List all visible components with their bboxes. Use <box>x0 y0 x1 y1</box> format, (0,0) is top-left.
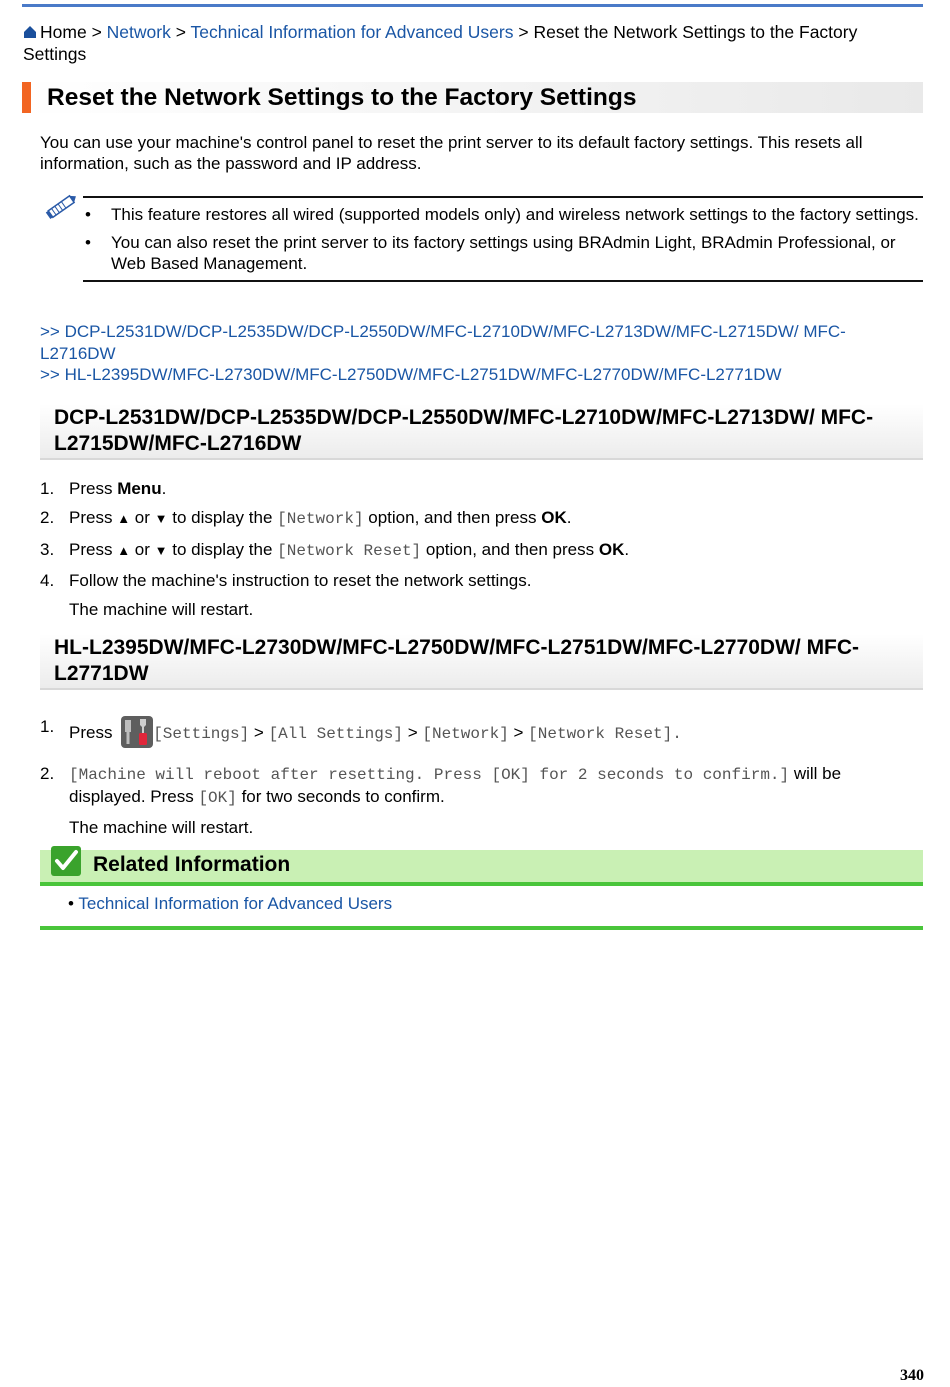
lcd-option: [Network Reset] <box>528 725 673 743</box>
step-text: Press <box>69 723 118 742</box>
model-link-dcp[interactable]: >> DCP-L2531DW/DCP-L2535DW/DCP-L2550DW/MFC-L2710DW/MFC-L2713DW/MFC-L2715DW/ MFC-L2716DW <box>40 322 846 363</box>
note-text: This feature restores all wired (supported models only) and wireless network settings to the factory settings. <box>111 205 919 224</box>
note-item <box>83 204 923 225</box>
step-text: option, and then press <box>421 540 599 559</box>
step-text: . <box>566 508 572 527</box>
down-arrow-icon: ▼ <box>154 543 168 558</box>
page-title: Reset the Network Settings to the Factory Settings <box>47 84 637 111</box>
step-text: > <box>508 723 529 742</box>
section1-heading-bar <box>40 404 923 460</box>
breadcrumb-network-link[interactable]: Network <box>106 22 171 42</box>
lcd-option: [All Settings] <box>268 725 403 743</box>
step-text: > <box>403 723 423 742</box>
step-number: 3. <box>40 540 55 559</box>
bullet: • <box>85 233 91 252</box>
step-result <box>40 817 920 838</box>
breadcrumb-separator: > <box>518 22 529 42</box>
related-info-title: Related Information <box>93 853 291 876</box>
section1-steps <box>40 478 920 620</box>
step-number: 1. <box>40 479 55 498</box>
lcd-option: [Network] <box>422 725 509 743</box>
section2-heading-bar <box>40 634 923 690</box>
lcd-option: [OK] <box>198 789 237 807</box>
section2-steps <box>40 716 920 838</box>
lcd-option: [Settings] <box>153 725 250 743</box>
result-text: The machine will restart. <box>69 600 254 619</box>
step-text: or <box>130 508 155 527</box>
bullet: • <box>85 205 91 224</box>
lcd-option: [Network] <box>277 510 364 528</box>
intro-paragraph: You can use your machine's control panel to reset the print server to its default factory settings. This resets all information, such as the password and IP address. <box>40 133 863 173</box>
model-link-hl[interactable]: >> HL-L2395DW/MFC-L2730DW/MFC-L2750DW/MFC-L2751DW/MFC-L2770DW/MFC-L2771DW <box>40 365 782 384</box>
breadcrumb-separator: > <box>91 22 102 42</box>
breadcrumb-home[interactable]: Home <box>40 22 87 42</box>
step-text: to display the <box>167 508 278 527</box>
step-text: Press <box>69 508 118 527</box>
section1-heading: DCP-L2531DW/DCP-L2535DW/DCP-L2550DW/MFC-L2710DW/MFC-L2713DW/ MFC-L2715DW/MFC-L2716DW <box>54 406 874 455</box>
step-number: 4. <box>40 571 55 590</box>
step-text: Press <box>69 540 118 559</box>
step-item <box>40 539 920 562</box>
related-info-bottom-rule <box>40 926 923 930</box>
settings-icon <box>121 716 153 748</box>
section2-heading: HL-L2395DW/MFC-L2730DW/MFC-L2750DW/MFC-L2751DW/MFC-L2770DW/ MFC-L2771DW <box>54 636 860 685</box>
bullet: • <box>68 894 74 913</box>
title-accent <box>22 82 31 113</box>
step-text: . <box>672 725 682 743</box>
step-text: . <box>624 540 630 559</box>
breadcrumb-separator: > <box>175 22 186 42</box>
step-item <box>40 478 920 499</box>
step-number: 2. <box>40 508 55 527</box>
top-rule <box>22 4 923 7</box>
checkmark-icon <box>51 846 81 876</box>
up-arrow-icon: ▲ <box>117 543 131 558</box>
related-link-tech[interactable]: Technical Information for Advanced Users <box>78 894 393 913</box>
step-text: Press <box>69 479 118 498</box>
step-item <box>40 716 920 748</box>
step-text: for two seconds to confirm. <box>236 787 445 806</box>
step-text: to display the <box>167 540 278 559</box>
step-text: . <box>161 479 167 498</box>
pencil-note-icon <box>44 188 80 224</box>
related-info-list <box>68 893 392 914</box>
page-number: 340 <box>900 1367 924 1384</box>
note-item <box>83 232 923 274</box>
step-result <box>40 599 920 620</box>
ok-key: OK <box>541 508 567 527</box>
model-links <box>40 321 920 386</box>
note-text: You can also reset the print server to its factory settings using BRAdmin Light, BRAdmin Professional, or Web Based Management. <box>111 233 896 273</box>
lcd-message: [Machine will reboot after resetting. Press [OK] for 2 seconds to confirm.] <box>69 766 790 784</box>
step-text: Follow the machine's instruction to reset the network settings. <box>69 571 532 590</box>
step-item <box>40 763 920 809</box>
note-box <box>83 196 923 282</box>
result-text: The machine will restart. <box>69 818 254 837</box>
menu-key: Menu <box>117 479 162 498</box>
step-item <box>40 507 920 530</box>
step-text: > <box>249 723 269 742</box>
up-arrow-icon: ▲ <box>117 511 131 526</box>
step-text: option, and then press <box>363 508 542 527</box>
step-number: 1. <box>40 717 55 736</box>
step-item <box>40 570 920 591</box>
home-icon <box>23 25 37 39</box>
page-title-bar <box>22 82 923 113</box>
breadcrumb-current: Reset the Network Settings to the Factory Settings <box>23 22 858 64</box>
step-number: 2. <box>40 764 55 783</box>
step-text: or <box>130 540 155 559</box>
related-info-bar <box>40 850 923 886</box>
breadcrumb <box>23 21 923 65</box>
breadcrumb-tech-link[interactable]: Technical Information for Advanced Users <box>190 22 514 42</box>
step-text: will be displayed. Press <box>69 764 842 806</box>
down-arrow-icon: ▼ <box>154 511 168 526</box>
lcd-option: [Network Reset] <box>277 542 422 560</box>
ok-key: OK <box>598 540 625 559</box>
